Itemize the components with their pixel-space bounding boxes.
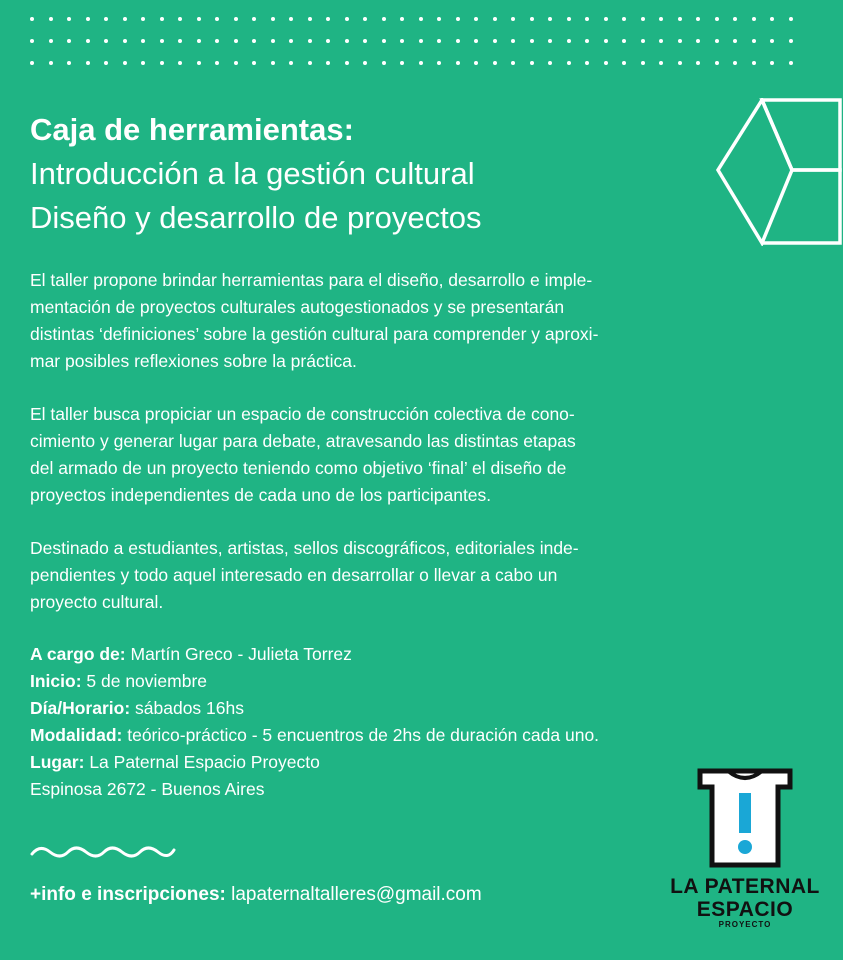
dot [696,39,700,43]
dot [659,39,663,43]
dot [400,17,404,21]
course-details [30,641,730,803]
dot [567,17,571,21]
dot [622,39,626,43]
detail-value: Martín Greco - Julieta Torrez [125,644,352,664]
cube-outline-icon [700,98,843,246]
dot [308,39,312,43]
dot [474,17,478,21]
dot [104,61,108,65]
dot [678,39,682,43]
detail-value: teórico-práctico - 5 encuentros de 2hs de duración cada uno. [122,725,600,745]
dot [289,17,293,21]
wave-line [30,842,176,862]
dot [789,39,793,43]
dot [197,39,201,43]
dot [67,61,71,65]
dot [400,61,404,65]
dot [696,61,700,65]
title-line-2: Introducción a la gestión cultural [30,156,475,191]
page-title [30,108,720,240]
detail-label: A cargo de: [30,644,126,664]
dot-row [30,34,820,48]
dot [659,17,663,21]
dot [67,17,71,21]
dot [437,61,441,65]
dot [363,17,367,21]
dot [437,39,441,43]
logo-text-line-1: LA PATERNAL [670,875,820,898]
dot [511,17,515,21]
dot [752,17,756,21]
dot [585,17,589,21]
dot [178,39,182,43]
dot [215,39,219,43]
dot [567,61,571,65]
dot [308,61,312,65]
p2-line: del armado de un proyecto teniendo como objetivo ‘final’ el diseño de [30,458,567,478]
dot [641,39,645,43]
p3-line: Destinado a estudiantes, artistas, sellos discográficos, editoriales inde- [30,538,579,558]
dot [733,39,737,43]
dot [271,39,275,43]
description-paragraph-2 [30,401,720,509]
logo-text-line-2: ESPACIO [696,898,794,921]
dot [548,17,552,21]
dot-row [30,12,820,26]
dot [289,39,293,43]
dot [104,39,108,43]
dot [141,17,145,21]
dot [363,61,367,65]
dot [419,39,423,43]
dot [530,61,534,65]
dot [215,17,219,21]
dot [585,39,589,43]
dot [363,39,367,43]
dot [752,39,756,43]
dot [123,17,127,21]
dot [86,17,90,21]
dot [123,39,127,43]
detail-value: sábados 16hs [130,698,244,718]
dot [178,17,182,21]
dot [622,61,626,65]
dot [493,39,497,43]
dot [160,17,164,21]
dot [345,39,349,43]
dot-pattern [30,12,820,78]
dot [30,39,34,43]
dot [271,17,275,21]
dot-row [30,56,820,70]
dot [770,17,774,21]
dot [252,17,256,21]
dot [160,61,164,65]
dot [715,61,719,65]
dot [234,17,238,21]
dot [456,61,460,65]
dot [789,61,793,65]
detail-label: Lugar: [30,752,85,772]
dot [548,61,552,65]
dot [308,17,312,21]
p2-line: proyectos independientes de cada uno de los participantes. [30,485,492,505]
p1-line: El taller propone brindar herramientas para el diseño, desarrollo e imple- [30,270,593,290]
dot [456,39,460,43]
shirt-icon [660,765,830,875]
detail-place [30,749,730,776]
detail-address: Espinosa 2672 - Buenos Aires [30,779,265,799]
p1-line: mentación de proyectos culturales autogestionados y se presentarán [30,297,565,317]
dot [511,61,515,65]
dot [123,61,127,65]
dot [715,17,719,21]
dot [400,39,404,43]
dot [493,17,497,21]
dot [789,17,793,21]
dot [289,61,293,65]
dot [770,39,774,43]
dot [104,17,108,21]
dot [567,39,571,43]
dot [604,17,608,21]
dot [604,39,608,43]
detail-label: Modalidad: [30,725,123,745]
dot [382,39,386,43]
dot [30,17,34,21]
dot [49,39,53,43]
dot [382,17,386,21]
dot [437,17,441,21]
title-line-3: Diseño y desarrollo de proyectos [30,200,482,235]
dot [678,17,682,21]
dot [456,17,460,21]
dot [733,17,737,21]
p2-line: cimiento y generar lugar para debate, atravesando las distintas etapas [30,431,576,451]
detail-schedule [30,695,730,722]
dot [67,39,71,43]
dot [160,39,164,43]
contact-email[interactable]: lapaternaltalleres@gmail.com [225,884,482,905]
dot [49,17,53,21]
dot [234,61,238,65]
dot [548,39,552,43]
shirt-exclamation-logo [660,765,830,945]
dot [326,17,330,21]
dot [678,61,682,65]
dot [30,61,34,65]
logo-text-line-3: PROYECTO [718,920,772,929]
dot [641,17,645,21]
detail-label: Inicio: [30,671,82,691]
dot [215,61,219,65]
dot [178,61,182,65]
dot [345,17,349,21]
description-paragraph-1 [30,267,720,375]
dot [474,39,478,43]
dot [641,61,645,65]
dot [659,61,663,65]
dot [752,61,756,65]
dot [733,61,737,65]
p2-line: El taller busca propiciar un espacio de construcción colectiva de cono- [30,404,575,424]
dot [770,61,774,65]
p1-line: mar posibles reflexiones sobre la práctica. [30,351,357,371]
dot [382,61,386,65]
dot [696,17,700,21]
dot [585,61,589,65]
dot [141,39,145,43]
dot [622,17,626,21]
dot [474,61,478,65]
contact-info [30,881,482,909]
dot [419,17,423,21]
dot [715,39,719,43]
p1-line: distintas ‘definiciones’ sobre la gestión cultural para comprender y aproxi- [30,324,599,344]
dot [326,61,330,65]
dot [252,61,256,65]
dot [86,61,90,65]
contact-label: +info e inscripciones: [30,884,226,905]
dot [530,39,534,43]
dot [197,17,201,21]
description-paragraph-3 [30,535,720,616]
detail-start [30,668,730,695]
detail-label: Día/Horario: [30,698,131,718]
detail-instructors [30,641,730,668]
dot [234,39,238,43]
dot [141,61,145,65]
dot [530,17,534,21]
dot [271,61,275,65]
detail-value: 5 de noviembre [81,671,208,691]
title-line-1: Caja de herramientas: [30,112,354,147]
p3-line: pendientes y todo aquel interesado en desarrollar o llevar a cabo un [30,565,558,585]
dot [493,61,497,65]
dot [252,39,256,43]
dot [511,39,515,43]
dot [86,39,90,43]
dot [326,39,330,43]
dot [345,61,349,65]
p3-line: proyecto cultural. [30,592,164,612]
dot [604,61,608,65]
dot [419,61,423,65]
detail-value: La Paternal Espacio Proyecto [84,752,320,772]
dot [197,61,201,65]
detail-mode [30,722,730,749]
dot [49,61,53,65]
